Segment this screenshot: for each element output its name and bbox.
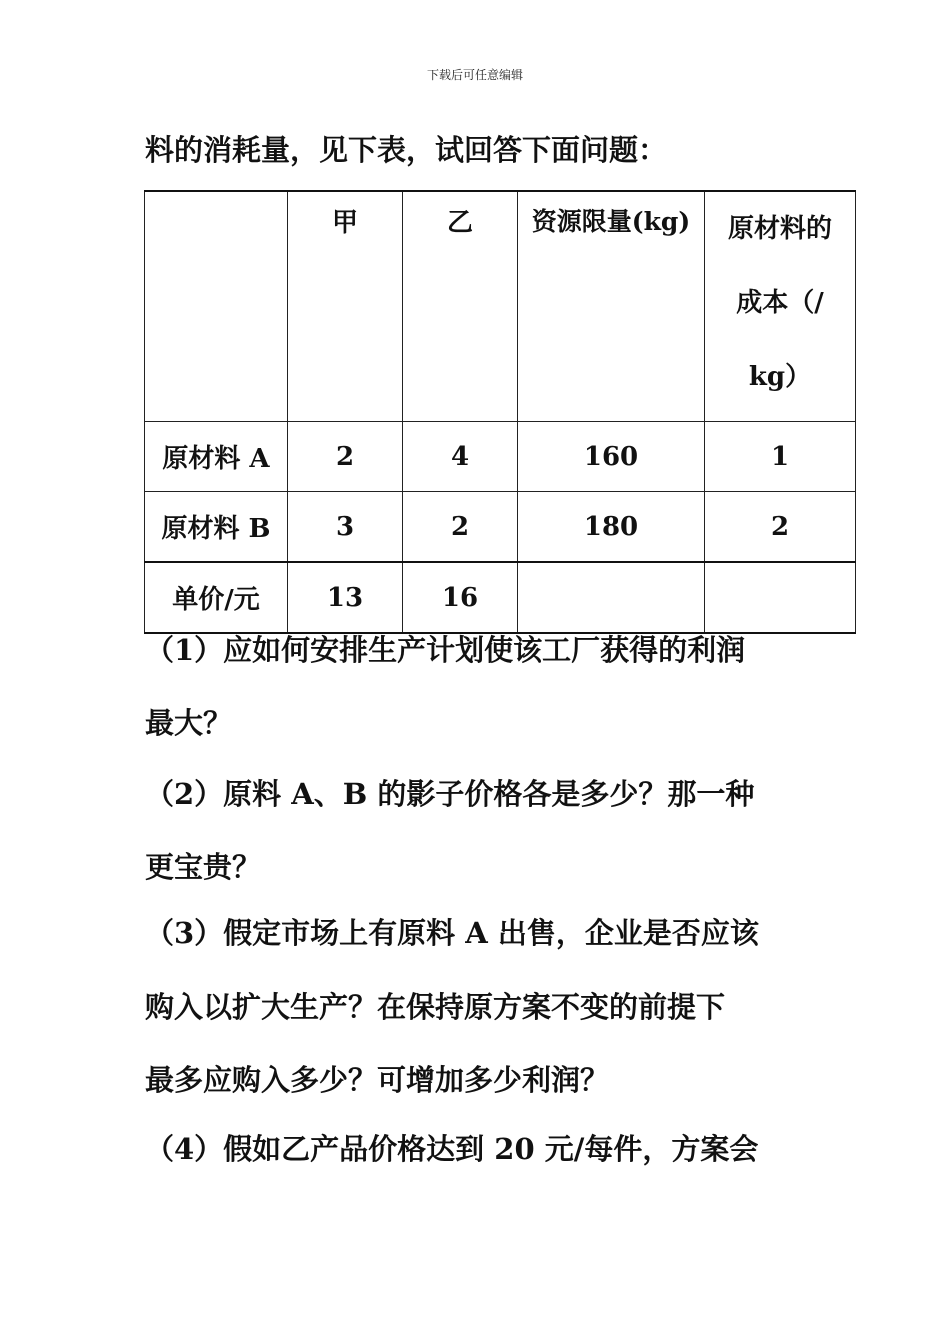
table-row — [145, 492, 856, 563]
question-line: （1）应如何安排生产计划使该工厂获得的利润 — [145, 633, 746, 667]
table-cell: 13 — [288, 562, 403, 633]
table-cell: 180 — [518, 492, 705, 563]
header-cell-yi: 乙 — [403, 191, 518, 422]
header-cell-material-cost — [705, 191, 856, 422]
page-header: 下载后可任意编辑 — [426, 68, 523, 82]
cost-header-line-1: 原材料的 — [727, 214, 832, 244]
table-cell: 3 — [288, 492, 403, 563]
table-header-row — [145, 191, 856, 422]
row-label: 原材料 A — [145, 422, 288, 492]
header-cell-empty — [145, 191, 288, 422]
table-cell: 2 — [288, 422, 403, 492]
cost-header-line-2: 成本（/ — [736, 288, 824, 318]
table-cell: 4 — [403, 422, 518, 492]
table-cell: 1 — [705, 422, 856, 492]
material-table — [144, 190, 856, 634]
question-line: 最多应购入多少？可增加多少利润？ — [145, 1063, 610, 1097]
question-line: 最大？ — [145, 706, 233, 740]
header-cell-resource-limit: 资源限量(kg) — [518, 191, 705, 422]
table-row — [145, 562, 856, 633]
table-cell: 160 — [518, 422, 705, 492]
question-line: 购入以扩大生产？在保持原方案不变的前提下 — [145, 990, 726, 1024]
table-cell: 16 — [403, 562, 518, 633]
question-line: （3）假定市场上有原料 A 出售，企业是否应该 — [145, 916, 759, 950]
cost-header-line-3: kg） — [748, 362, 812, 392]
question-line: 更宝贵？ — [145, 850, 262, 884]
table-cell: 2 — [705, 492, 856, 563]
question-line: （2）原料 A、B 的影子价格各是多少？那一种 — [145, 777, 755, 811]
question-line: （4）假如乙产品价格达到 20 元/每件，方案会 — [145, 1132, 759, 1166]
row-label: 原材料 B — [145, 492, 288, 563]
table-cell — [705, 562, 856, 633]
table-cell — [518, 562, 705, 633]
row-label: 单价/元 — [145, 562, 288, 633]
header-cell-jia: 甲 — [288, 191, 403, 422]
table-cell: 2 — [403, 492, 518, 563]
table-row — [145, 422, 856, 492]
intro-text: 料的消耗量，见下表，试回答下面问题： — [145, 133, 668, 167]
